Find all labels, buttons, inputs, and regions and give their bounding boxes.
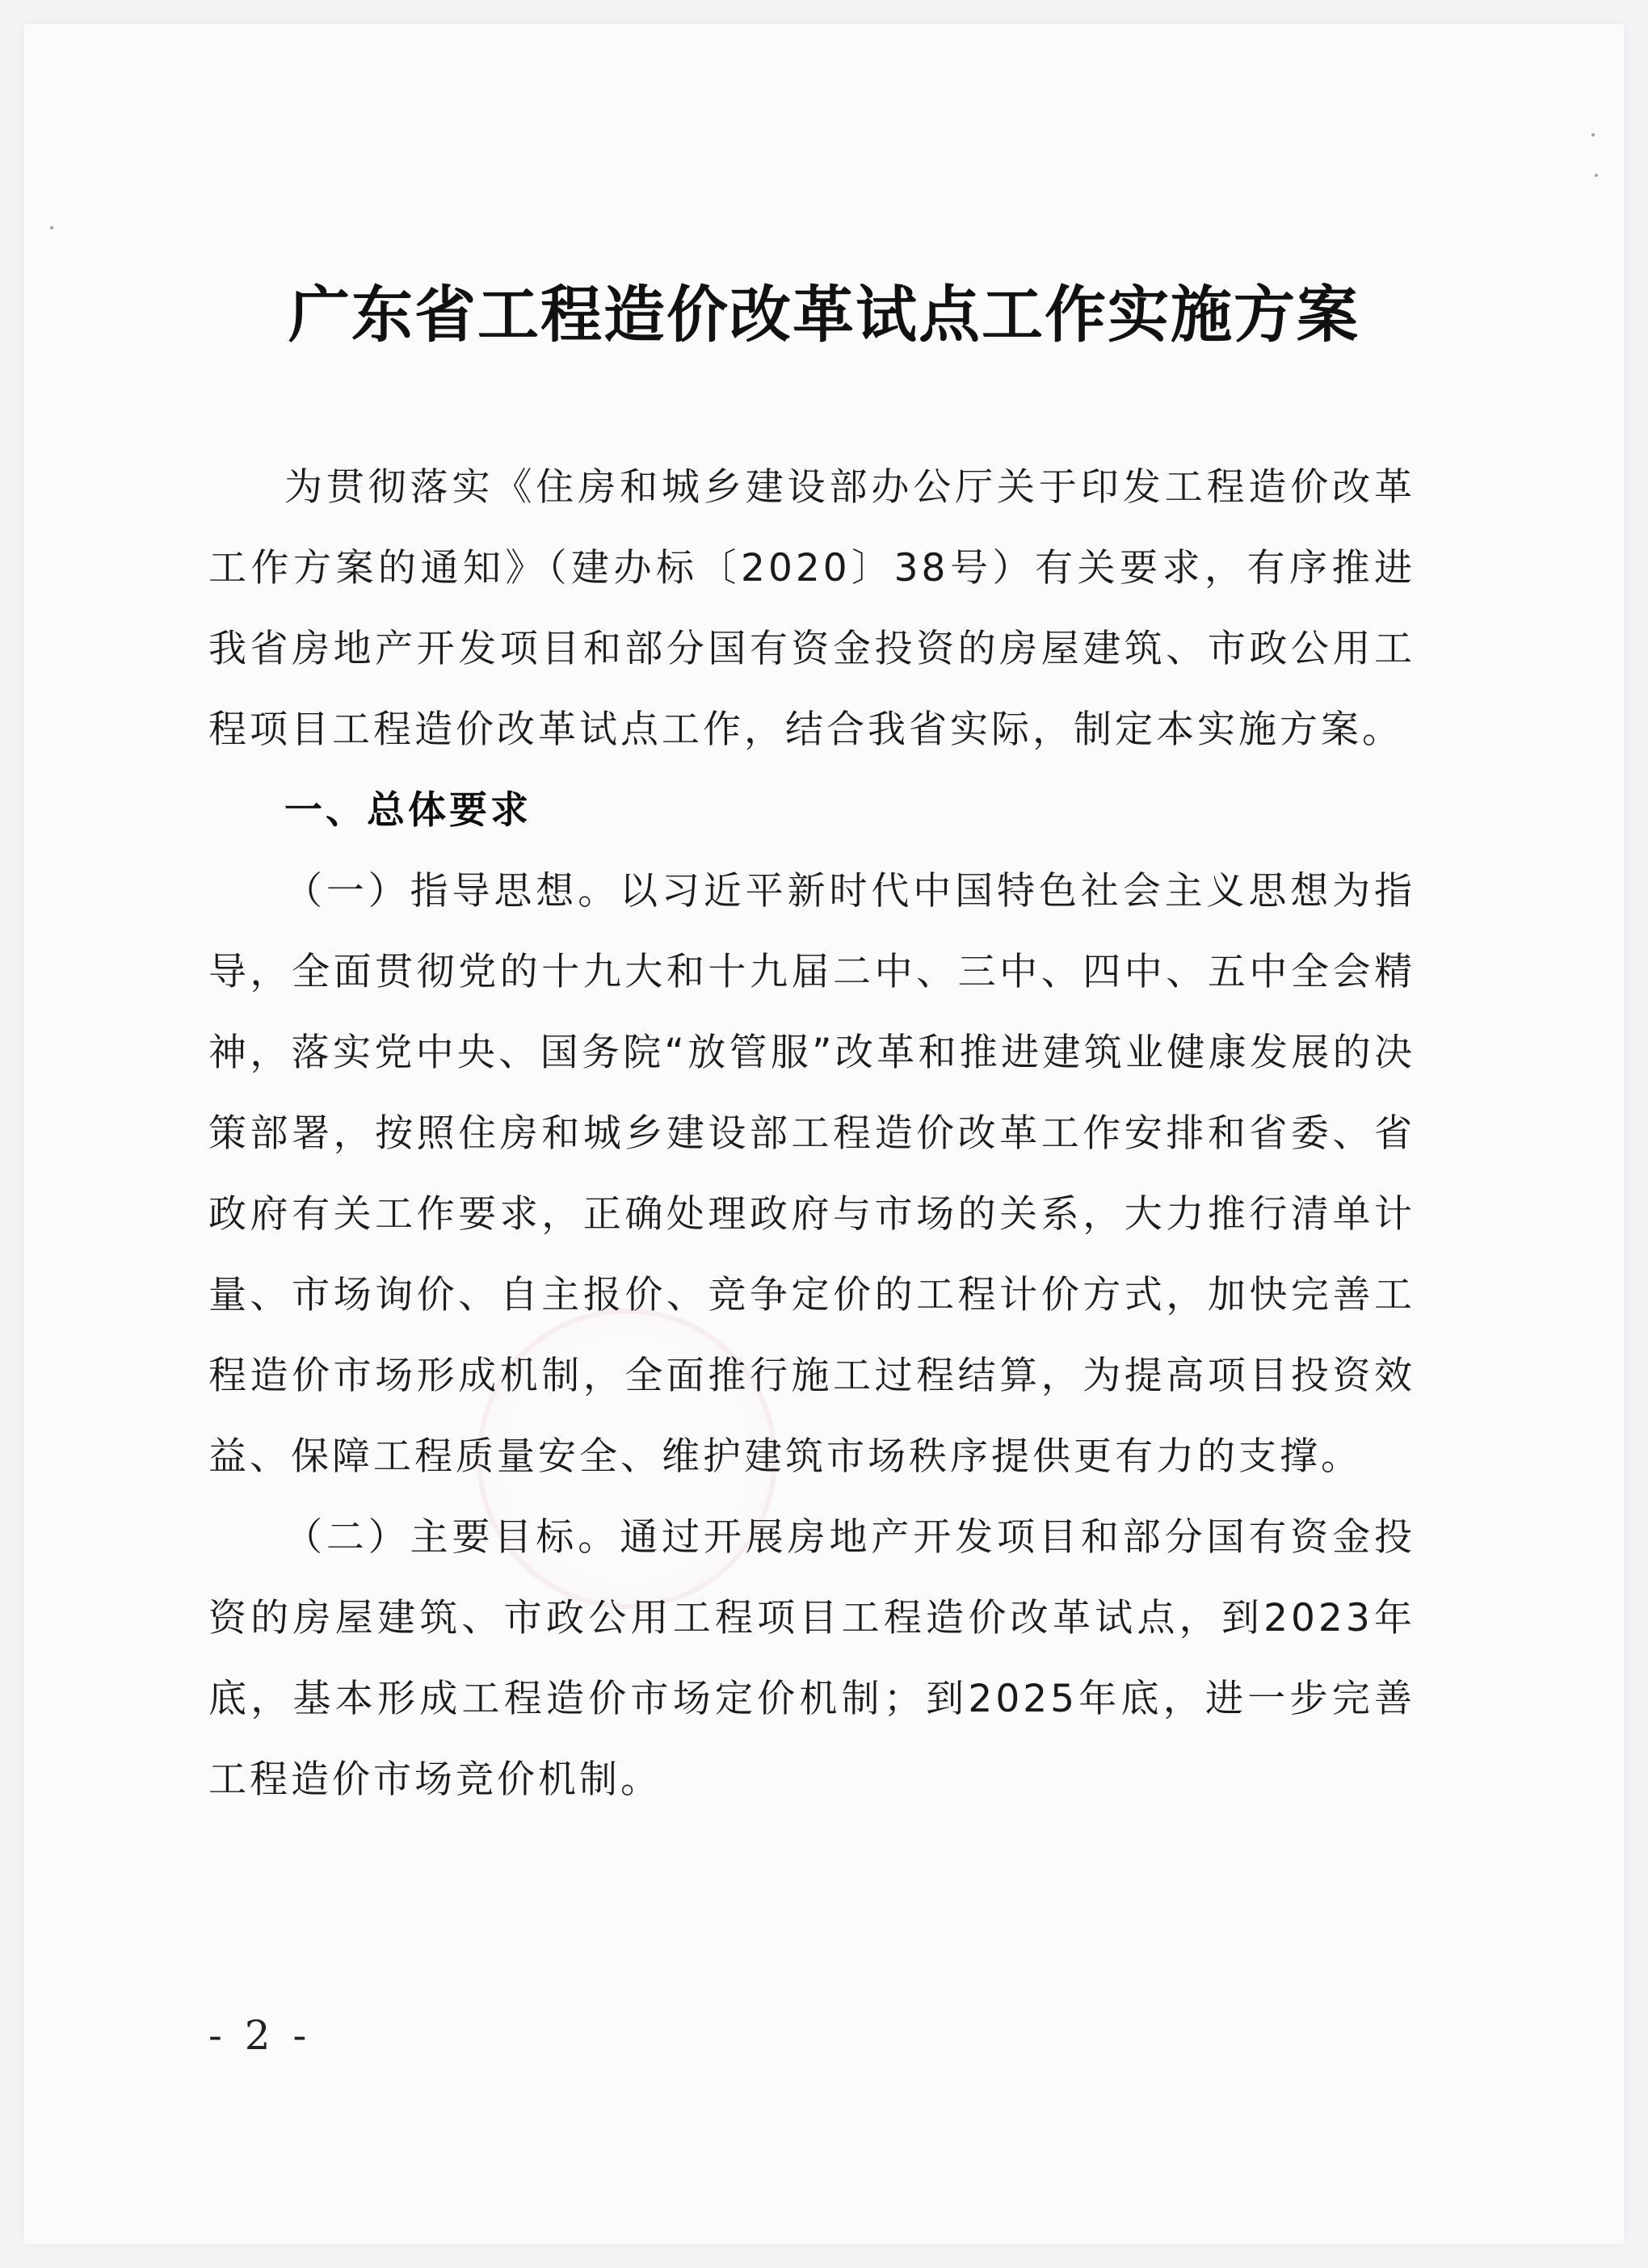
guiding-ideology-lead: （一）指导思想。 xyxy=(284,869,620,914)
page-number: - 2 - xyxy=(208,2012,312,2059)
intro-paragraph: 为贯彻落实《住房和城乡建设部办公厅关于印发工程造价改革工作方案的通知》（建办标〔2020〕38号）有关要求，有序推进我省房地产开发项目和部分国有资金投资的房屋建筑、市政公用工程项目工程造价改革试点工作，结合我省实际，制定本实施方案。 xyxy=(208,465,1415,752)
scan-speck xyxy=(50,226,53,229)
guiding-ideology-text: 以习近平新时代中国特色社会主义思想为指导，全面贯彻党的十九大和十九届二中、三中、四中、五中全会精神，落实党中央、国务院“放管服”改革和推进建筑业健康发展的决策部署，按照住房和城乡建设部工程造价改革工作安排和省委、省政府有关工作要求，正确处理政府与市场的关系，大力推行清单计量、市场询价、自主报价、竞争定价的工程计价方式，加快完善工程造价市场形成机制，全面推行施工过程结算，为提高项目投资效益、保障工程质量安全、维护建筑市场秩序提供更有力的支撑。 xyxy=(208,869,1416,1479)
document-title: 广东省工程造价改革试点工作实施方案 xyxy=(288,279,1360,351)
document-body xyxy=(208,447,1415,1821)
scan-speck xyxy=(1595,174,1598,177)
main-goals-paragraph xyxy=(208,1497,1415,1821)
guiding-ideology-paragraph xyxy=(208,851,1415,1497)
main-goals-text: 通过开展房地产开发项目和部分国有资金投资的房屋建筑、市政公用工程项目工程造价改革试点，到2023年底，基本形成工程造价市场定价机制；到2025年底，进一步完善工程造价市场竞价机制。 xyxy=(208,1515,1416,1802)
section-heading-general-requirements: 一、总体要求 xyxy=(284,788,532,833)
main-goals-lead: （二）主要目标。 xyxy=(284,1515,620,1560)
scan-speck xyxy=(1591,133,1595,136)
